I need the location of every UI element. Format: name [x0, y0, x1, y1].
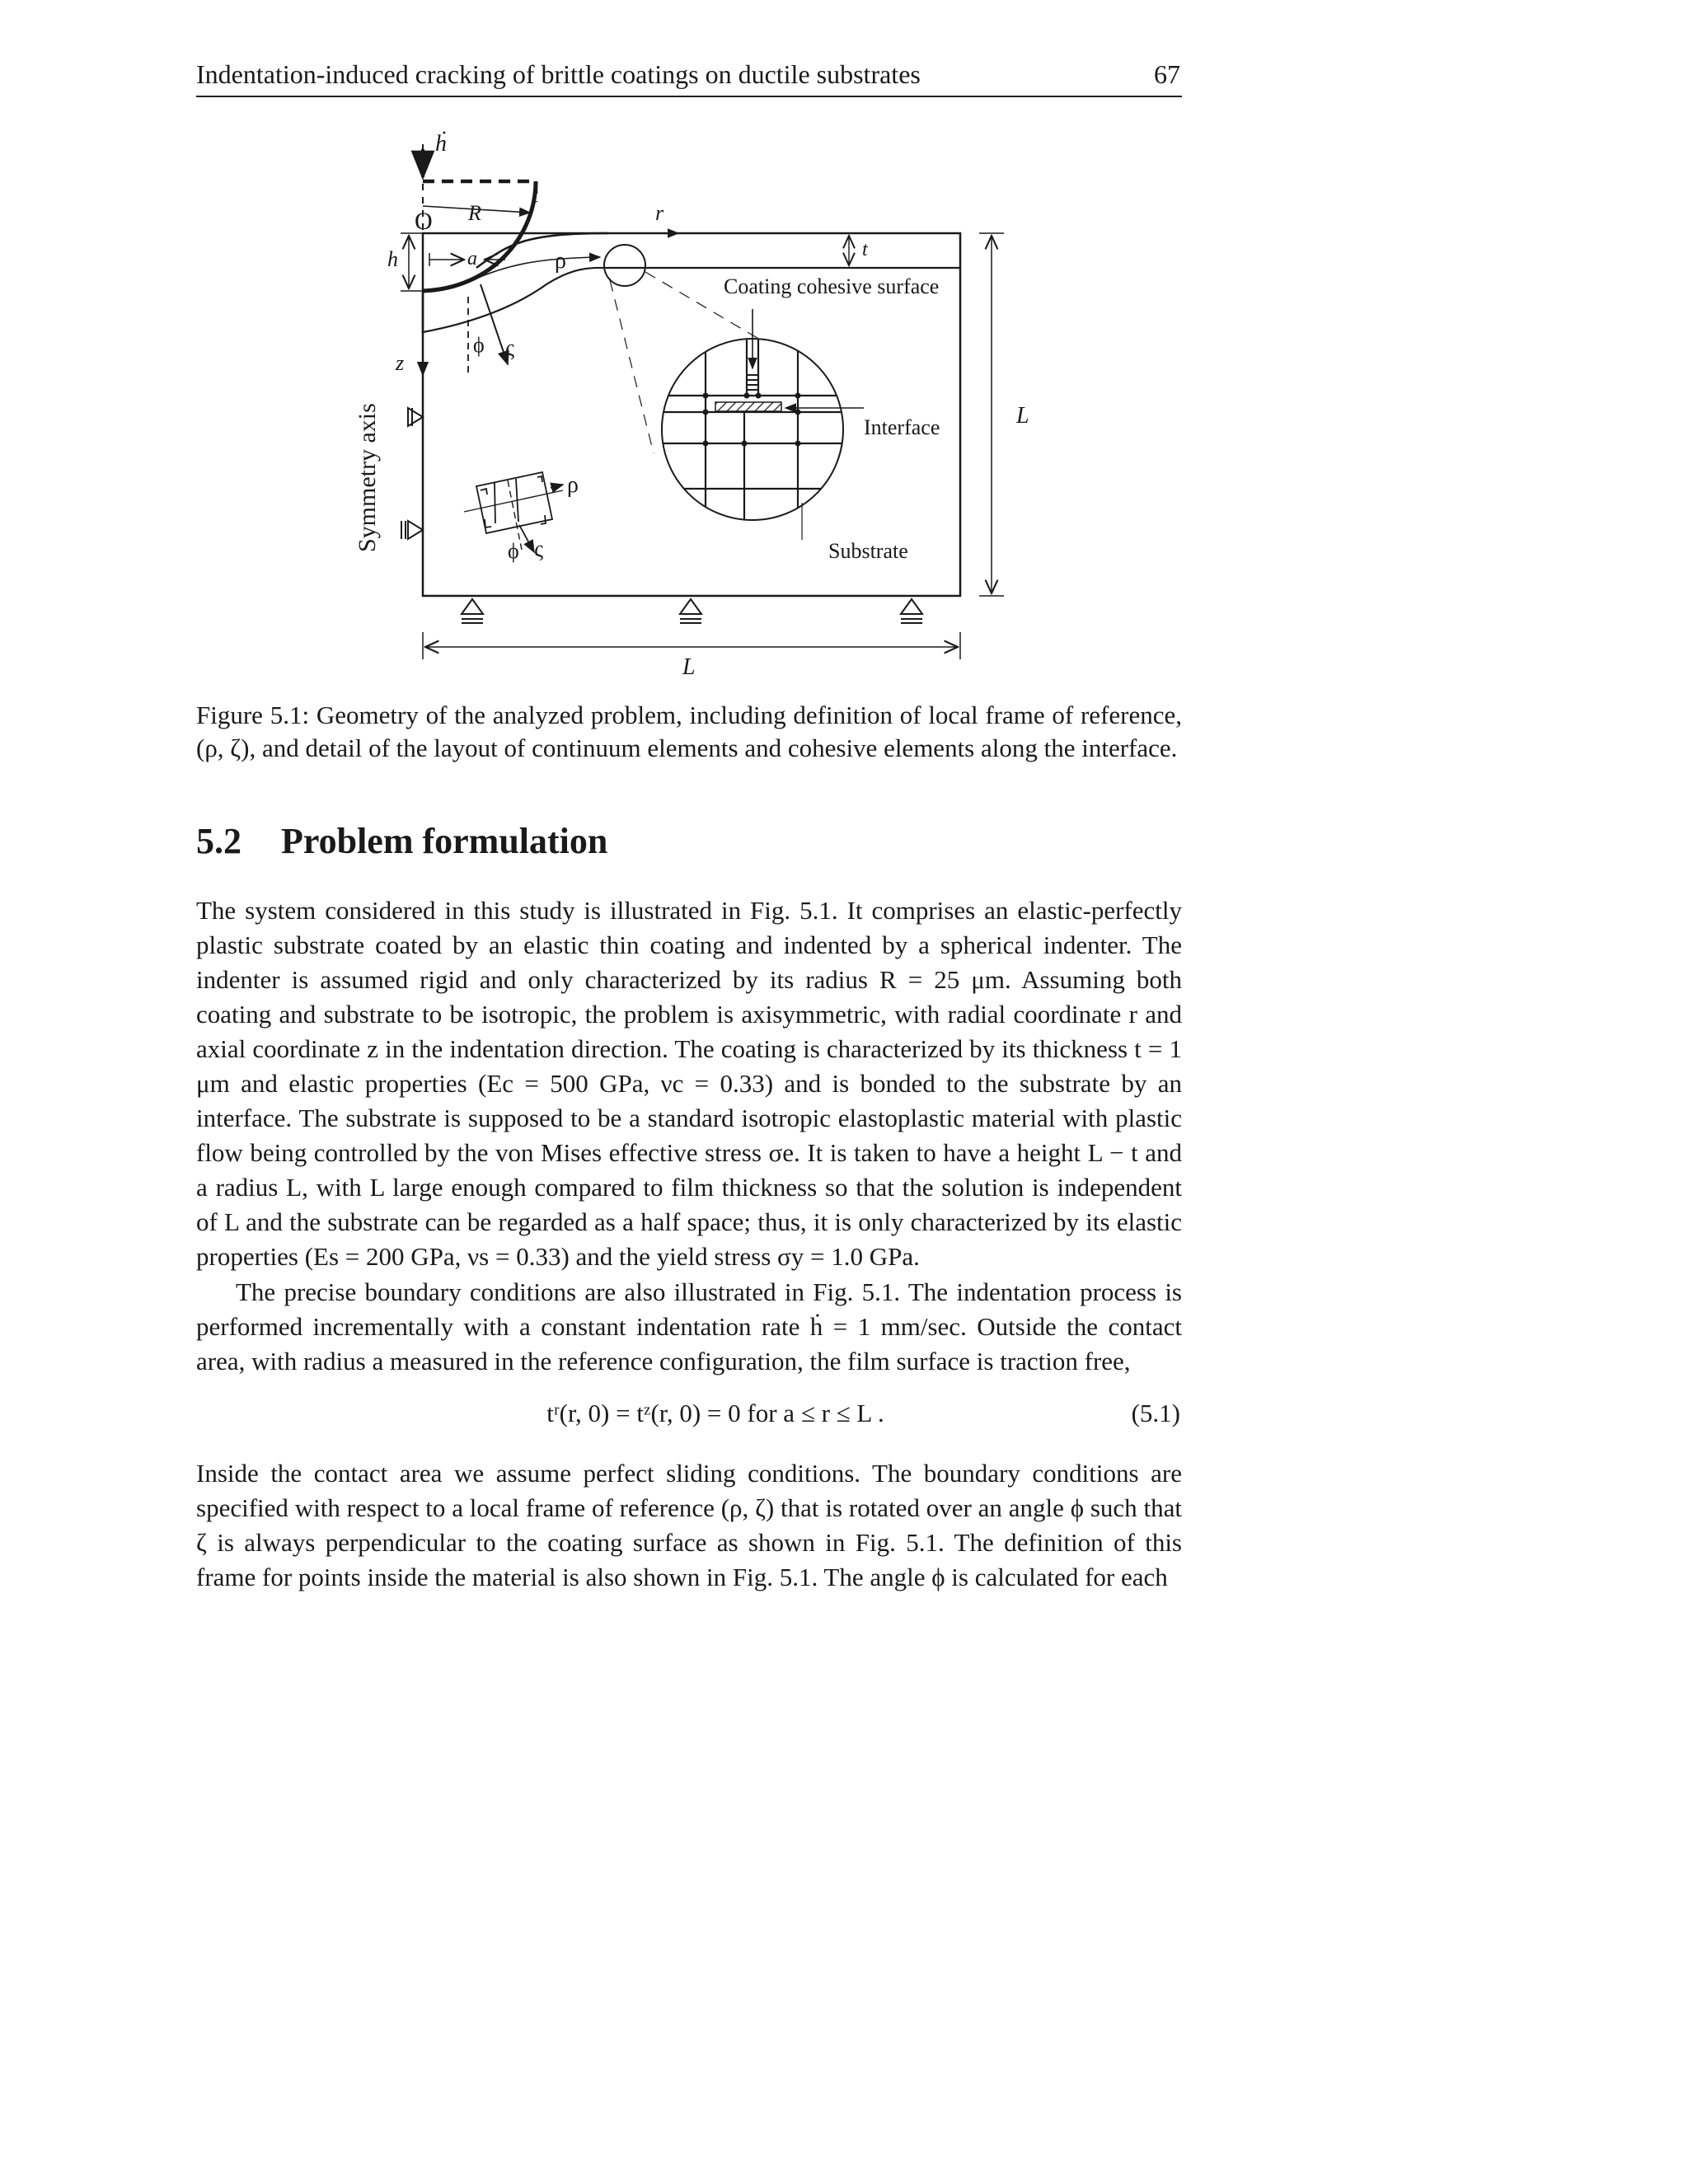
detail-marker-circle: [604, 245, 645, 286]
label-zeta: ς: [505, 335, 515, 361]
bottom-roller-3: [901, 599, 922, 623]
zoom-detail: [662, 309, 864, 540]
figure-caption: Figure 5.1: Geometry of the analyzed problem, including definition of local frame of reference, (ρ, ζ), and detail of the layout of continuum elements and cohesive elements along the interface.: [196, 701, 1182, 762]
label-thickness: t: [862, 239, 868, 260]
label-h: h: [387, 247, 398, 271]
page-number: 67: [1154, 59, 1180, 89]
zoom-line-left: [610, 280, 654, 453]
equation-body: tʳ(r, 0) = tᶻ(r, 0) = 0 for a ≤ r ≤ L .: [546, 1399, 884, 1427]
zeta-arrow: [481, 284, 508, 364]
label-rho-local: ρ: [567, 472, 579, 498]
label-a: a: [467, 248, 477, 269]
left-roller-lower: [401, 521, 423, 539]
label-interface: Interface: [864, 415, 940, 439]
label-phi-local: ϕ: [508, 539, 519, 563]
running-title: Indentation-induced cracking of brittle coatings on ductile substrates: [196, 59, 921, 89]
equation-number: (5.1): [1131, 1399, 1180, 1427]
figure-5-1: [196, 128, 1182, 688]
section-number: 5.2: [196, 821, 241, 861]
label-z-axis: z: [396, 351, 405, 375]
paragraph-2: The precise boundary conditions are also illustrated in Fig. 5.1. The indentation process is performed incrementally with a constant indentation rate ḣ = 1 mm/sec. Outside the contact area, with radius a measured in the reference configuration, the film surface is traction free,: [196, 1277, 1182, 1376]
coating-bottom-surface: [423, 268, 608, 332]
label-r-axis: r: [655, 201, 664, 225]
label-rho-surface: ρ: [555, 248, 566, 274]
section-title: Problem formulation: [281, 821, 608, 861]
label-zeta-local: ς: [534, 537, 544, 562]
label-phi: ϕ: [473, 333, 485, 357]
label-symmetry-axis: Symmetry axis: [354, 403, 381, 552]
label-coating-cohesive-surface: Coating cohesive surface: [724, 274, 940, 298]
label-L-bottom: L: [682, 654, 696, 680]
bottom-roller-1: [462, 599, 483, 623]
label-L-right: L: [1016, 403, 1029, 429]
label-origin: O: [415, 208, 433, 235]
equation-5-1: [196, 1399, 1182, 1435]
running-header: [196, 59, 1182, 97]
left-roller-upper: [402, 404, 423, 430]
indenter-top-dashed: [423, 181, 536, 202]
paragraph-1: The system considered in this study is illustrated in Fig. 5.1. It comprises an elastic-perfectly plastic substrate coated by an elastic thin coating and indented by a spherical indenter. The indenter is assumed rigid and only characterized by its radius R = 25 μm. Assuming both coating and substrate to be isotropic, the problem is axisymmetric, with radial coordinate r and axial coordinate z in the indentation direction. The coating is characterized by its thickness t = 1 μm and elastic properties (Ec = 500 GPa, νc = 0.33) and is bonded to the substrate by an interface. The substrate is supposed to be a standard isotropic elastoplastic material with plastic flow being controlled by the von Mises effective stress σe. It is taken to have a height L − t and a radius L, with L large enough compared to film thickness so that the solution is independent of L and the substrate can be regarded as a half space; thus, it is only characterized by its elastic properties (Es = 200 GPa, νs = 0.33) and the yield stress σy = 1.0 GPa.: [196, 896, 1182, 1271]
paragraph-3: Inside the contact area we assume perfect sliding conditions. The boundary conditions are specified with respect to a local frame of reference (ρ, ζ) that is rotated over an angle ϕ such that ζ is always perpendicular to the coating surface as shown in Fig. 5.1. The definition of this frame for points inside the material is also shown in Fig. 5.1. The angle ϕ is calculated for each: [196, 1459, 1182, 1591]
label-hdot: ḣ: [435, 131, 447, 157]
indenter-arc: [423, 181, 536, 291]
label-radius: R: [468, 201, 481, 225]
section-heading: [196, 820, 607, 862]
label-substrate: Substrate: [828, 539, 908, 563]
bottom-roller-2: [680, 599, 701, 623]
